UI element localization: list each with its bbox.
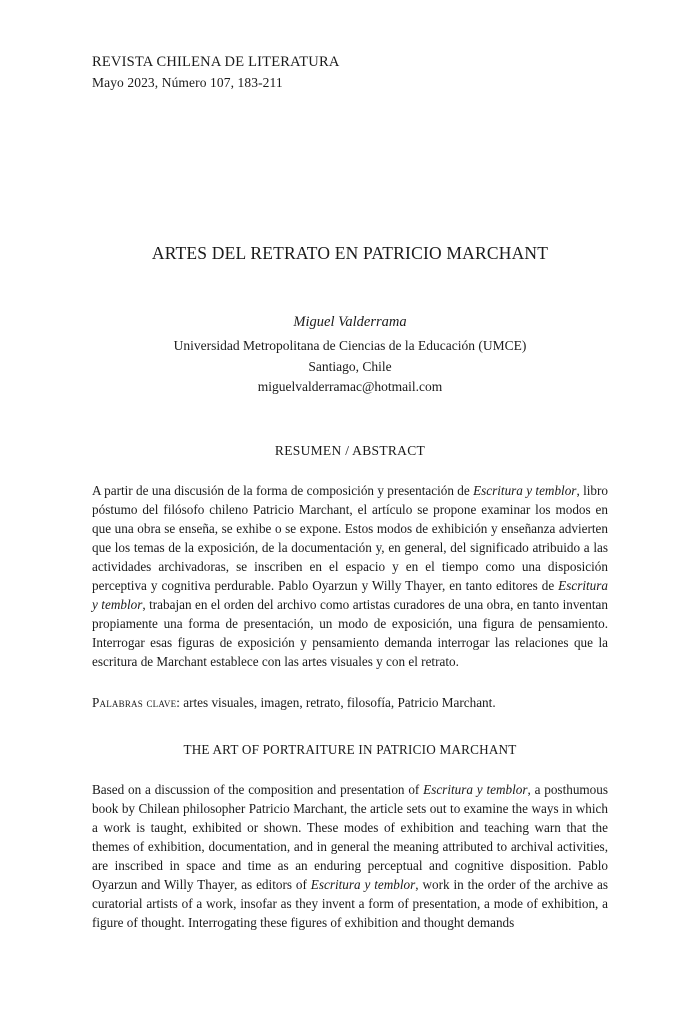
keywords-values: artes visuales, imagen, retrato, filosofía, Patricio Marchant. [183, 695, 496, 711]
abstract-en-part3: , work in the order of the archive as curatorial artists of a work, insofar as they invent a form of presentation, a mode of exhibition, a figure of thought. Interrogating these figures of exhibition and thought demands [92, 877, 609, 931]
author-email: miguelvalderramac@hotmail.com [257, 378, 443, 394]
abstract-es-italic1: Escritura y temblor [473, 483, 577, 499]
page-title: ARTES DEL RETRATO EN PATRICIO MARCHANT [151, 242, 549, 263]
abstract-spanish [92, 481, 608, 671]
abstract-es-part1: A partir de una discusión de la forma de composición y presentación de [92, 483, 474, 499]
abstract-en-italic2: Escritura y temblor [310, 877, 416, 893]
abstract-es-part2: , libro póstumo del filósofo chileno Patricio Marchant, el artículo se propone examinar los modos en que una obra se enseña, se exhibe o se expone. Estos modos de exhibición y enseñanza advierten que los temas de la exposición, de la documentación y, en general, del significado atribuido a las actividades archivadoras, se inscriben en el espacio y en el tiempo como una disposición perceptiva y cognitiva perdurable. Pablo Oyarzun y Willy Thayer, en tanto editores de [92, 483, 608, 594]
journal-issue-line: Mayo 2023, Número 107, 183-211 [92, 75, 283, 91]
abstract-es-part3: , trabajan en el orden del archivo como artistas curadores de una obra, en tanto inventan propiamente una forma de presentación, un modo de exposición, una figura de pensamiento. Interrogar esas figuras de exposición y pensamiento demanda interrogar las relaciones que la escritura de Marchant establece con las artes visuales y con el retrato. [92, 597, 608, 670]
abstract-en-part2: , a posthumous book by Chilean philosopher Patricio Marchant, the article sets out to examine the ways in which a work is taught, exhibited or shown. These modes of exhibition and teaching warn that the themes of exhibition, documentation, and in general the meaning attributed to archival activities, are inscribed in space and time as an enduring perceptual and cognitive disposition. Pablo Oyarzun and Willy Thayer, as editors of [92, 782, 608, 893]
abstract-es-italic2: Escritura y temblor [92, 578, 608, 613]
abstract-english [92, 780, 608, 932]
abstract-en-part1: Based on a discussion of the composition and presentation of [92, 782, 424, 798]
journal-name: REVISTA CHILENA DE LITERATURA [92, 54, 340, 70]
keywords-line [92, 693, 608, 712]
title-block [92, 243, 608, 264]
author-city: Santiago, Chile [308, 358, 392, 374]
english-title-heading: THE ART OF PORTRAITURE IN PATRICIO MARCHANT [183, 742, 517, 758]
abstract-heading: RESUMEN / ABSTRACT [274, 443, 426, 459]
author-affiliation: Universidad Metropolitana de Ciencias de la Educación (UMCE) [173, 338, 527, 354]
keywords-label: Palabras clave [92, 695, 177, 711]
author-name: Miguel Valderrama [293, 313, 407, 330]
keywords-separator: : [176, 695, 184, 711]
abstract-en-italic1: Escritura y temblor [423, 782, 528, 798]
author-block [92, 312, 608, 398]
journal-header [92, 52, 608, 93]
